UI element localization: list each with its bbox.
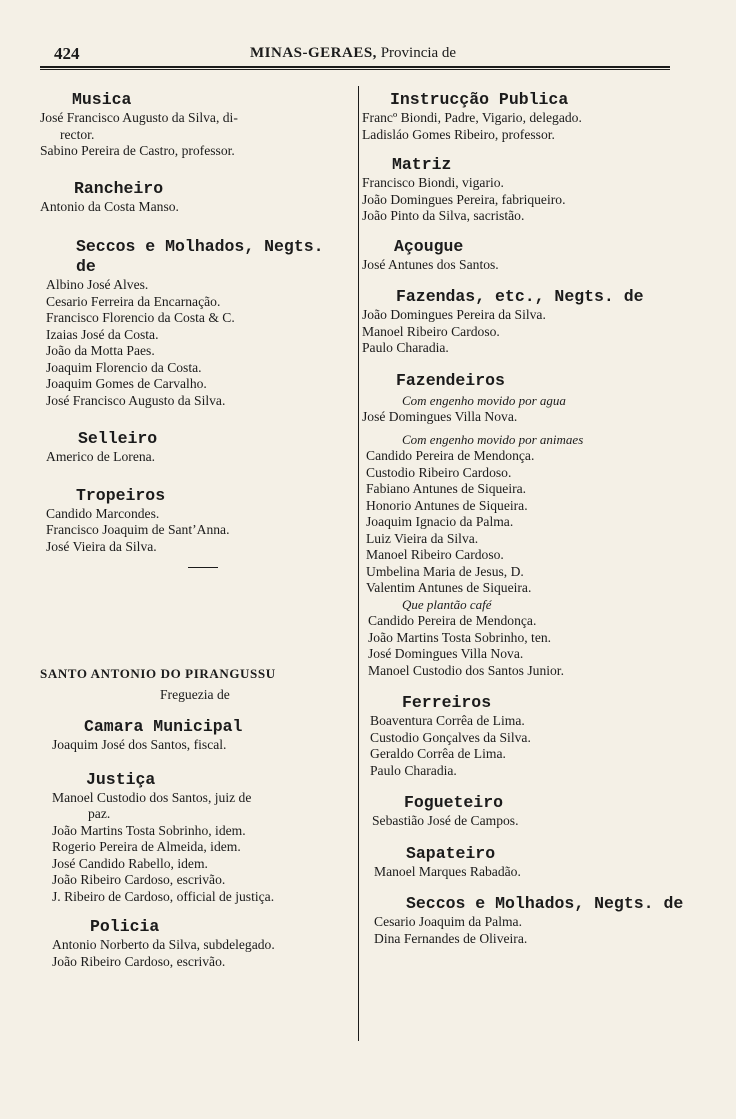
entry: Francisco Florencio da Costa & C. xyxy=(46,310,235,325)
place-title: SANTO ANTONIO DO PIRANGUSSU xyxy=(40,666,276,681)
entry: Luiz Vieira da Silva. xyxy=(366,530,479,546)
entry: Honorio Antunes de Siqueira. xyxy=(366,497,528,513)
entry: José Candido Rabello, idem. xyxy=(52,855,208,871)
entry: Umbelina Maria de Jesus, D. xyxy=(366,563,524,579)
section-heading-policia: Policia xyxy=(90,917,160,936)
section-heading-justica: Justiça xyxy=(86,769,156,789)
entry: Manoel Custodio dos Santos, juiz de xyxy=(52,789,252,805)
subheading-engenho-animaes: Com engenho movido por animaes xyxy=(402,431,584,447)
right-column xyxy=(362,90,687,947)
entry: rector. xyxy=(60,126,95,142)
entry: Dina Fernandes de Oliveira. xyxy=(374,930,528,946)
entry: Candido Pereira de Mendonça. xyxy=(366,448,535,463)
entry: Paulo Charadia. xyxy=(370,762,457,778)
entry: José Vieira da Silva. xyxy=(46,538,157,554)
entry: Manoel Ribeiro Cardoso. xyxy=(362,323,500,339)
entry: Antonio Norberto da Silva, subdelegado. xyxy=(52,937,275,952)
entry: João Domingues Pereira, fabriqueiro. xyxy=(362,191,566,207)
entry: Sabino Pereira de Castro, professor. xyxy=(40,143,235,158)
entry: Fabiano Antunes de Siqueira. xyxy=(366,481,527,496)
section-heading-rancheiro: Rancheiro xyxy=(74,178,164,198)
header-rule-thick xyxy=(40,66,670,68)
entry: João Domingues Pereira da Silva. xyxy=(362,307,546,322)
entry: Sebastião José de Campos. xyxy=(372,813,519,828)
left-column xyxy=(40,90,352,970)
entry: Candido Pereira de Mendonça. xyxy=(368,613,537,628)
entry: Antonio da Costa Manso. xyxy=(40,198,179,214)
section-heading-fogueteiro: Fogueteiro xyxy=(404,793,504,812)
entry: Americo de Lorena. xyxy=(46,449,156,464)
section-heading-musica: Musica xyxy=(72,90,132,109)
entry: João Ribeiro Cardoso, escrivão. xyxy=(52,953,226,969)
entry: Manoel Ribeiro Cardoso. xyxy=(366,547,504,562)
entry: João Ribeiro Cardoso, escrivão. xyxy=(52,872,226,887)
section-heading-seccos-right: Seccos e Molhados, Negts. de xyxy=(406,894,684,913)
section-heading-matriz: Matriz xyxy=(392,155,452,174)
section-heading-tropeiros: Tropeiros xyxy=(76,485,166,505)
running-title-bold: MINAS-GERAES, xyxy=(250,45,377,61)
section-heading-sapateiro: Sapateiro xyxy=(406,843,496,863)
entry: Francisco Joaquim de Sant’Anna. xyxy=(46,522,230,537)
entry: José Antunes dos Santos. xyxy=(362,256,499,272)
entry: Francº Biondi, Padre, Vigario, delegado. xyxy=(362,110,582,125)
entry: Joaquim Ignacio da Palma. xyxy=(366,514,514,529)
section-heading-acougue: Açougue xyxy=(394,236,464,256)
entry: Candido Marcondes. xyxy=(46,505,160,521)
subheading-engenho-agua: Com engenho movido por agua xyxy=(402,392,566,408)
entry: Cesario Ferreira da Encarnação. xyxy=(46,293,221,309)
entry: Joaquim José dos Santos, fiscal. xyxy=(52,737,227,752)
entry: João Martins Tosta Sobrinho, ten. xyxy=(368,629,552,645)
place-subtitle: Freguezia de xyxy=(160,686,230,702)
entry: Geraldo Corrêa de Lima. xyxy=(370,746,506,761)
entry: Joaquim Florencio da Costa. xyxy=(46,359,202,375)
entry: Francisco Biondi, vigario. xyxy=(362,175,504,190)
header-rule-thin xyxy=(40,69,670,70)
entry: José Domingues Villa Nova. xyxy=(368,646,524,661)
section-heading-instruccao: Instrucção Publica xyxy=(390,90,569,109)
entry: João da Motta Paes. xyxy=(46,343,155,358)
entry: Custodio Ribeiro Cardoso. xyxy=(366,464,512,480)
entry: Custodio Gonçalves da Silva. xyxy=(370,729,531,745)
entry: Joaquim Gomes de Carvalho. xyxy=(46,376,207,391)
section-heading-fazendas: Fazendas, etc., Negts. de xyxy=(396,287,644,306)
section-heading-selleiro: Selleiro xyxy=(78,429,158,448)
column-divider xyxy=(358,86,359,1041)
running-title xyxy=(250,45,456,62)
entry: Rogerio Pereira de Almeida, idem. xyxy=(52,839,241,854)
entry: Valentim Antunes de Siqueira. xyxy=(366,580,532,595)
entry: Manoel Custodio dos Santos Junior. xyxy=(368,662,564,678)
page-number: 424 xyxy=(54,44,80,63)
running-title-rest: Provincia de xyxy=(380,45,457,61)
entry: J. Ribeiro de Cardoso, official de justiça. xyxy=(52,888,275,904)
entry: Boaventura Corrêa de Lima. xyxy=(370,713,525,728)
entry: Manoel Marques Rabadão. xyxy=(374,863,521,879)
entry: paz. xyxy=(88,806,111,821)
entry: João Martins Tosta Sobrinho, idem. xyxy=(52,822,246,838)
entry: Albino José Alves. xyxy=(46,277,149,292)
entry: Ladisláo Gomes Ribeiro, professor. xyxy=(362,126,555,142)
entry: Izaias José da Costa. xyxy=(46,326,159,342)
entry: José Domingues Villa Nova. xyxy=(362,409,518,424)
entry: Cesario Joaquim da Palma. xyxy=(374,914,522,929)
section-heading-ferreiros: Ferreiros xyxy=(402,693,492,712)
section-heading-seccos: Seccos e Molhados, Negts. de xyxy=(76,237,324,276)
section-heading-camara: Camara Municipal xyxy=(84,717,243,736)
entry: José Francisco Augusto da Silva. xyxy=(46,392,226,408)
subheading-cafe: Que plantão café xyxy=(402,596,492,612)
entry: José Francisco Augusto da Silva, di- xyxy=(40,110,238,125)
entry: Paulo Charadia. xyxy=(362,340,449,355)
entry: João Pinto da Silva, sacristão. xyxy=(362,208,525,223)
section-heading-fazendeiros: Fazendeiros xyxy=(396,370,505,390)
